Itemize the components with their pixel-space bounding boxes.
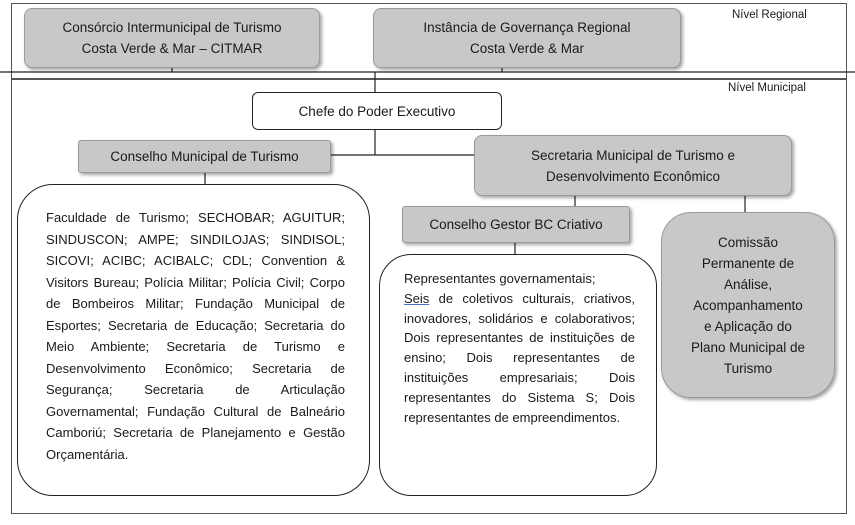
comissao-line1: Comissão	[717, 234, 779, 250]
conselho-turismo-label: Conselho Municipal de Turismo	[110, 149, 299, 164]
comissao-line5: e Aplicação do	[704, 318, 792, 334]
chefe-box	[252, 92, 502, 130]
citmar-line2: Costa Verde & Mar – CITMAR	[81, 41, 263, 56]
bc-membros-text	[404, 269, 635, 427]
secretaria-line2: Desenvolvimento Econômico	[545, 168, 721, 184]
comissao-box	[661, 212, 835, 398]
bc-membros-part1: Representantes governamentais;	[404, 271, 596, 286]
citmar-line1: Consórcio Intermunicipal de Turismo	[62, 20, 282, 35]
governanca-box	[373, 8, 681, 68]
comissao-line3: Análise,	[723, 276, 773, 292]
citmar-box	[24, 8, 320, 68]
comissao-line7: Turismo	[723, 360, 773, 376]
governanca-line1: Instância de Governança Regional	[423, 20, 631, 35]
secretaria-box	[474, 135, 792, 196]
bc-membros-part2: de coletivos culturais, criativos, inovadores, solidários e colaborativos; Dois representantes de instituições de ensino; Dois representantes de instituições empresariais; Dois representantes do Sistema S; Dois representantes de empreendimentos.	[404, 290, 635, 425]
bc-membros-seis: Seis	[404, 290, 430, 306]
conselho-membros-box	[17, 184, 370, 496]
conselho-bc-box	[402, 206, 630, 243]
comissao-line6: Plano Municipal de	[690, 339, 806, 355]
regional-level-label: Nível Regional	[732, 9, 807, 21]
comissao-line4: Acompanhamento	[693, 297, 803, 313]
bc-membros-box	[379, 254, 657, 496]
conselho-bc-label: Conselho Gestor BC Criativo	[429, 217, 603, 232]
comissao-line2: Permanente de	[701, 255, 795, 271]
conselho-turismo-box	[78, 140, 331, 173]
municipal-level-label: Nível Municipal	[728, 82, 806, 94]
governanca-line2: Costa Verde & Mar	[469, 41, 585, 56]
chefe-label: Chefe do Poder Executivo	[298, 103, 456, 119]
secretaria-line1: Secretaria Municipal de Turismo e	[530, 147, 736, 163]
conselho-membros-text: Faculdade de Turismo; SECHOBAR; AGUITUR; SINDUSCON; AMPE; SINDILOJAS; SINDISOL; SICOVI; ACIBC; ACIBALC; CDL; Convention & Visitors Bureau; Polícia Militar; Polícia Civil; Corpo de Bombeiros Militar; Fundação Municipal de Esportes; Secretaria de Educação; Secretaria do Meio Ambiente; Secretaria de Turismo e Desenvolvimento Econômico; Secretaria de Segurança; Secretaria de Articulação Governamental; Fundação Cultural de Balneário Camboriú; Secretaria de Planejamento e Gestão Orçamentária.	[46, 210, 345, 462]
